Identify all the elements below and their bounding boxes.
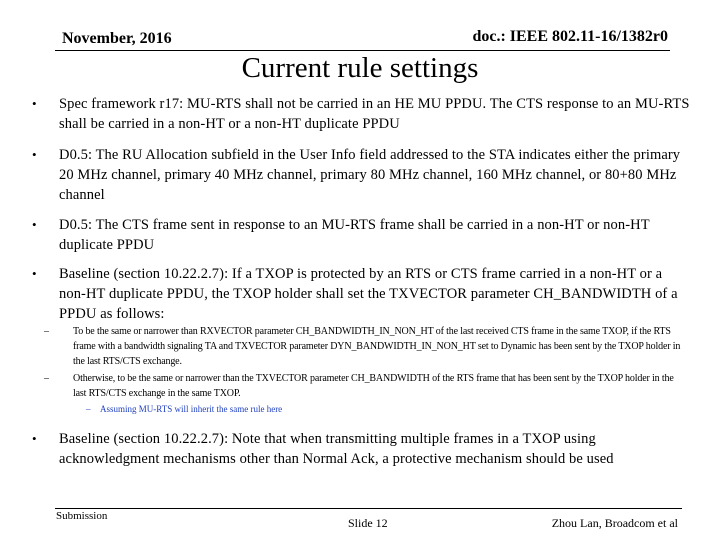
sub-sub-bullet-marker: – (86, 404, 91, 414)
sub-bullet-marker: – (44, 326, 49, 337)
bullet-marker: • (32, 96, 37, 111)
sub-sub-bullet-text: Assuming MU-RTS will inherit the same rule here (100, 404, 283, 414)
bullet-text: Spec framework r17: MU-RTS shall not be carried in an HE MU PPDU. The CTS response to an MU-RTS shall be carried in a non-HT or a non-HT duplicate PPDU (59, 96, 690, 132)
sub-bullet-marker: – (44, 373, 49, 384)
bullet-marker: • (32, 431, 37, 446)
header-date: November, 2016 (62, 30, 172, 47)
footer-submission: Submission (56, 510, 108, 522)
bullet-text: Baseline (section 10.22.2.7): If a TXOP is protected by an RTS or CTS frame carried in a non-HT or a non-HT duplicate PPDU, the TXOP holder shall set the TXVECTOR parameter CH_BANDWIDTH of a PPDU as follows: (59, 266, 678, 322)
footer-divider (55, 508, 682, 509)
footer-author: Zhou Lan, Broadcom et al (551, 516, 678, 530)
bullet-marker: • (32, 147, 37, 162)
sub-bullet-text: To be the same or narrower than RXVECTOR parameter CH_BANDWIDTH_IN_NON_HT of the last received CTS frame in the same TXOP, if the RTS frame with a bandwidth signaling TA and TXVECTOR parameter DYN_BANDWIDTH_IN_NON_HT set to Dynamic has been sent by the TXOP holder in the last RTS/CTS exchange. (73, 326, 681, 367)
header-doc-id: doc.: IEEE 802.11-16/1382r0 (472, 28, 668, 45)
bullet-text: D0.5: The RU Allocation subfield in the User Info field addressed to the STA indicates either the primary 20 MHz channel, primary 40 MHz channel, primary 80 MHz channel, 160 MHz channel, or 80+80 MHz channel (59, 147, 681, 203)
sub-bullet-text: Otherwise, to be the same or narrower than the TXVECTOR parameter CH_BANDWIDTH of the RTS frame that has been sent by the TXOP holder in the last RTS/CTS exchange in the same TXOP. (73, 373, 674, 399)
bullet-marker: • (32, 217, 37, 232)
bullet-text: Baseline (section 10.22.2.7): Note that when transmitting multiple frames in a TXOP using acknowledgment mechanisms other than Normal Ack, a protective mechanism should be used (59, 431, 614, 467)
slide-title: Current rule settings (241, 52, 479, 84)
bullet-text: D0.5: The CTS frame sent in response to an MU-RTS frame shall be carried in a non-HT or non-HT duplicate PPDU (59, 217, 650, 253)
bullet-marker: • (32, 266, 37, 281)
footer-slide-number: Slide 12 (348, 516, 388, 530)
